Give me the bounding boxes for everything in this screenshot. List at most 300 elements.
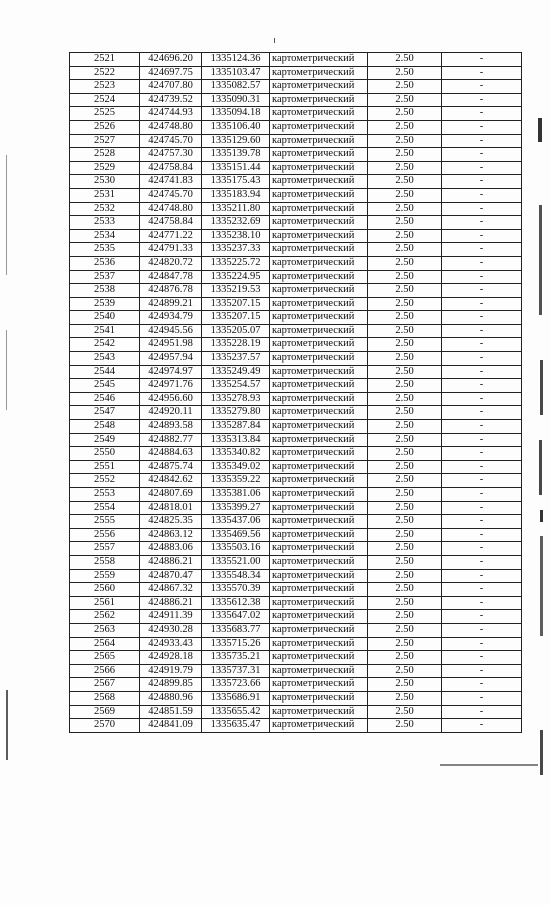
point-number-cell: 2526 — [70, 120, 140, 134]
accuracy-cell: 2.50 — [368, 528, 442, 542]
y-coordinate-cell: 1335238.10 — [202, 229, 270, 243]
table-body — [70, 53, 522, 733]
accuracy-cell: 2.50 — [368, 542, 442, 556]
table-row — [70, 637, 522, 651]
y-coordinate-cell: 1335437.06 — [202, 515, 270, 529]
accuracy-cell: 2.50 — [368, 623, 442, 637]
point-number-cell: 2538 — [70, 284, 140, 298]
table-row — [70, 623, 522, 637]
note-cell: - — [442, 528, 522, 542]
accuracy-cell: 2.50 — [368, 352, 442, 366]
method-cell: картометрический — [270, 175, 368, 189]
table-row — [70, 501, 522, 515]
y-coordinate-cell: 1335228.19 — [202, 338, 270, 352]
point-number-cell: 2531 — [70, 188, 140, 202]
x-coordinate-cell: 424956.60 — [140, 392, 202, 406]
point-number-cell: 2560 — [70, 583, 140, 597]
note-cell: - — [442, 284, 522, 298]
point-number-cell: 2566 — [70, 664, 140, 678]
x-coordinate-cell: 424825.35 — [140, 515, 202, 529]
note-cell: - — [442, 216, 522, 230]
x-coordinate-cell: 424758.84 — [140, 216, 202, 230]
table-row — [70, 297, 522, 311]
x-coordinate-cell: 424934.79 — [140, 311, 202, 325]
y-coordinate-cell: 1335237.57 — [202, 352, 270, 366]
y-coordinate-cell: 1335211.80 — [202, 202, 270, 216]
table-row — [70, 161, 522, 175]
point-number-cell: 2551 — [70, 460, 140, 474]
scan-tick-mark — [274, 38, 275, 43]
note-cell: - — [442, 406, 522, 420]
x-coordinate-cell: 424696.20 — [140, 53, 202, 67]
point-number-cell: 2562 — [70, 610, 140, 624]
note-cell: - — [442, 80, 522, 94]
y-coordinate-cell: 1335647.02 — [202, 610, 270, 624]
point-number-cell: 2556 — [70, 528, 140, 542]
accuracy-cell: 2.50 — [368, 324, 442, 338]
scan-edge-mark — [540, 360, 543, 415]
x-coordinate-cell: 424919.79 — [140, 664, 202, 678]
scan-edge-mark — [6, 330, 7, 410]
y-coordinate-cell: 1335612.38 — [202, 596, 270, 610]
method-cell: картометрический — [270, 610, 368, 624]
point-number-cell: 2563 — [70, 623, 140, 637]
x-coordinate-cell: 424807.69 — [140, 488, 202, 502]
point-number-cell: 2523 — [70, 80, 140, 94]
method-cell: картометрический — [270, 311, 368, 325]
method-cell: картометрический — [270, 80, 368, 94]
method-cell: картометрический — [270, 338, 368, 352]
note-cell: - — [442, 651, 522, 665]
x-coordinate-cell: 424870.47 — [140, 569, 202, 583]
table-row — [70, 324, 522, 338]
table-row — [70, 392, 522, 406]
x-coordinate-cell: 424957.94 — [140, 352, 202, 366]
method-cell: картометрический — [270, 324, 368, 338]
point-number-cell: 2544 — [70, 365, 140, 379]
accuracy-cell: 2.50 — [368, 216, 442, 230]
accuracy-cell: 2.50 — [368, 243, 442, 257]
y-coordinate-cell: 1335219.53 — [202, 284, 270, 298]
table-row — [70, 488, 522, 502]
method-cell: картометрический — [270, 637, 368, 651]
y-coordinate-cell: 1335723.66 — [202, 678, 270, 692]
point-number-cell: 2564 — [70, 637, 140, 651]
table-row — [70, 93, 522, 107]
note-cell: - — [442, 433, 522, 447]
note-cell: - — [442, 392, 522, 406]
x-coordinate-cell: 424758.84 — [140, 161, 202, 175]
y-coordinate-cell: 1335279.80 — [202, 406, 270, 420]
table-row — [70, 691, 522, 705]
point-number-cell: 2547 — [70, 406, 140, 420]
method-cell: картометрический — [270, 297, 368, 311]
x-coordinate-cell: 424884.63 — [140, 447, 202, 461]
point-number-cell: 2549 — [70, 433, 140, 447]
accuracy-cell: 2.50 — [368, 270, 442, 284]
accuracy-cell: 2.50 — [368, 202, 442, 216]
note-cell: - — [442, 447, 522, 461]
y-coordinate-cell: 1335349.02 — [202, 460, 270, 474]
coordinates-table — [69, 52, 522, 733]
note-cell: - — [442, 188, 522, 202]
point-number-cell: 2553 — [70, 488, 140, 502]
accuracy-cell: 2.50 — [368, 256, 442, 270]
note-cell: - — [442, 623, 522, 637]
point-number-cell: 2536 — [70, 256, 140, 270]
method-cell: картометрический — [270, 515, 368, 529]
accuracy-cell: 2.50 — [368, 447, 442, 461]
note-cell: - — [442, 488, 522, 502]
table-row — [70, 664, 522, 678]
method-cell: картометрический — [270, 420, 368, 434]
x-coordinate-cell: 424697.75 — [140, 66, 202, 80]
y-coordinate-cell: 1335129.60 — [202, 134, 270, 148]
table-row — [70, 555, 522, 569]
accuracy-cell: 2.50 — [368, 365, 442, 379]
x-coordinate-cell: 424951.98 — [140, 338, 202, 352]
method-cell: картометрический — [270, 474, 368, 488]
scan-edge-mark — [540, 510, 543, 522]
table-row — [70, 596, 522, 610]
method-cell: картометрический — [270, 678, 368, 692]
x-coordinate-cell: 424899.85 — [140, 678, 202, 692]
note-cell: - — [442, 637, 522, 651]
note-cell: - — [442, 297, 522, 311]
point-number-cell: 2530 — [70, 175, 140, 189]
method-cell: картометрический — [270, 528, 368, 542]
method-cell: картометрический — [270, 202, 368, 216]
accuracy-cell: 2.50 — [368, 678, 442, 692]
y-coordinate-cell: 1335224.95 — [202, 270, 270, 284]
table-row — [70, 651, 522, 665]
table-row — [70, 338, 522, 352]
method-cell: картометрический — [270, 596, 368, 610]
accuracy-cell: 2.50 — [368, 229, 442, 243]
accuracy-cell: 2.50 — [368, 311, 442, 325]
accuracy-cell: 2.50 — [368, 93, 442, 107]
table-row — [70, 610, 522, 624]
y-coordinate-cell: 1335103.47 — [202, 66, 270, 80]
note-cell: - — [442, 93, 522, 107]
table-row — [70, 420, 522, 434]
point-number-cell: 2539 — [70, 297, 140, 311]
y-coordinate-cell: 1335548.34 — [202, 569, 270, 583]
y-coordinate-cell: 1335655.42 — [202, 705, 270, 719]
note-cell: - — [442, 352, 522, 366]
point-number-cell: 2569 — [70, 705, 140, 719]
note-cell: - — [442, 705, 522, 719]
note-cell: - — [442, 379, 522, 393]
table-row — [70, 569, 522, 583]
x-coordinate-cell: 424886.21 — [140, 555, 202, 569]
table-row — [70, 284, 522, 298]
note-cell: - — [442, 175, 522, 189]
method-cell: картометрический — [270, 406, 368, 420]
table-row — [70, 243, 522, 257]
y-coordinate-cell: 1335106.40 — [202, 120, 270, 134]
accuracy-cell: 2.50 — [368, 66, 442, 80]
point-number-cell: 2550 — [70, 447, 140, 461]
accuracy-cell: 2.50 — [368, 691, 442, 705]
table-row — [70, 188, 522, 202]
point-number-cell: 2565 — [70, 651, 140, 665]
accuracy-cell: 2.50 — [368, 705, 442, 719]
point-number-cell: 2545 — [70, 379, 140, 393]
y-coordinate-cell: 1335139.78 — [202, 148, 270, 162]
y-coordinate-cell: 1335570.39 — [202, 583, 270, 597]
point-number-cell: 2546 — [70, 392, 140, 406]
point-number-cell: 2540 — [70, 311, 140, 325]
method-cell: картометрический — [270, 188, 368, 202]
note-cell: - — [442, 66, 522, 80]
point-number-cell: 2543 — [70, 352, 140, 366]
note-cell: - — [442, 555, 522, 569]
accuracy-cell: 2.50 — [368, 53, 442, 67]
y-coordinate-cell: 1335381.06 — [202, 488, 270, 502]
method-cell: картометрический — [270, 93, 368, 107]
method-cell: картометрический — [270, 256, 368, 270]
accuracy-cell: 2.50 — [368, 188, 442, 202]
method-cell: картометрический — [270, 691, 368, 705]
y-coordinate-cell: 1335313.84 — [202, 433, 270, 447]
accuracy-cell: 2.50 — [368, 284, 442, 298]
accuracy-cell: 2.50 — [368, 134, 442, 148]
accuracy-cell: 2.50 — [368, 406, 442, 420]
note-cell: - — [442, 474, 522, 488]
y-coordinate-cell: 1335151.44 — [202, 161, 270, 175]
scan-edge-mark — [538, 118, 542, 142]
y-coordinate-cell: 1335340.82 — [202, 447, 270, 461]
table-row — [70, 107, 522, 121]
y-coordinate-cell: 1335278.93 — [202, 392, 270, 406]
point-number-cell: 2552 — [70, 474, 140, 488]
table-row — [70, 583, 522, 597]
accuracy-cell: 2.50 — [368, 107, 442, 121]
x-coordinate-cell: 424876.78 — [140, 284, 202, 298]
table-row — [70, 542, 522, 556]
point-number-cell: 2537 — [70, 270, 140, 284]
accuracy-cell: 2.50 — [368, 555, 442, 569]
note-cell: - — [442, 120, 522, 134]
note-cell: - — [442, 134, 522, 148]
table-row — [70, 270, 522, 284]
accuracy-cell: 2.50 — [368, 515, 442, 529]
point-number-cell: 2558 — [70, 555, 140, 569]
table-row — [70, 120, 522, 134]
note-cell: - — [442, 460, 522, 474]
point-number-cell: 2561 — [70, 596, 140, 610]
note-cell: - — [442, 583, 522, 597]
note-cell: - — [442, 161, 522, 175]
note-cell: - — [442, 324, 522, 338]
note-cell: - — [442, 148, 522, 162]
table-row — [70, 53, 522, 67]
table-row — [70, 80, 522, 94]
point-number-cell: 2534 — [70, 229, 140, 243]
table-row — [70, 216, 522, 230]
table-row — [70, 719, 522, 733]
x-coordinate-cell: 424893.58 — [140, 420, 202, 434]
point-number-cell: 2541 — [70, 324, 140, 338]
table-row — [70, 460, 522, 474]
method-cell: картометрический — [270, 569, 368, 583]
scan-edge-mark — [6, 155, 7, 275]
x-coordinate-cell: 424847.78 — [140, 270, 202, 284]
x-coordinate-cell: 424745.70 — [140, 188, 202, 202]
x-coordinate-cell: 424899.21 — [140, 297, 202, 311]
note-cell: - — [442, 270, 522, 284]
y-coordinate-cell: 1335237.33 — [202, 243, 270, 257]
x-coordinate-cell: 424883.06 — [140, 542, 202, 556]
point-number-cell: 2557 — [70, 542, 140, 556]
table-row — [70, 705, 522, 719]
point-number-cell: 2568 — [70, 691, 140, 705]
note-cell: - — [442, 678, 522, 692]
x-coordinate-cell: 424971.76 — [140, 379, 202, 393]
point-number-cell: 2521 — [70, 53, 140, 67]
note-cell: - — [442, 202, 522, 216]
accuracy-cell: 2.50 — [368, 474, 442, 488]
accuracy-cell: 2.50 — [368, 460, 442, 474]
y-coordinate-cell: 1335683.77 — [202, 623, 270, 637]
note-cell: - — [442, 542, 522, 556]
method-cell: картометрический — [270, 623, 368, 637]
x-coordinate-cell: 424820.72 — [140, 256, 202, 270]
x-coordinate-cell: 424739.52 — [140, 93, 202, 107]
y-coordinate-cell: 1335359.22 — [202, 474, 270, 488]
note-cell: - — [442, 53, 522, 67]
method-cell: картометрический — [270, 542, 368, 556]
point-number-cell: 2559 — [70, 569, 140, 583]
point-number-cell: 2528 — [70, 148, 140, 162]
note-cell: - — [442, 515, 522, 529]
method-cell: картометрический — [270, 352, 368, 366]
method-cell: картометрический — [270, 501, 368, 515]
note-cell: - — [442, 229, 522, 243]
scan-edge-mark — [539, 205, 542, 315]
x-coordinate-cell: 424863.12 — [140, 528, 202, 542]
note-cell: - — [442, 420, 522, 434]
table-row — [70, 447, 522, 461]
accuracy-cell: 2.50 — [368, 379, 442, 393]
x-coordinate-cell: 424842.62 — [140, 474, 202, 488]
y-coordinate-cell: 1335503.16 — [202, 542, 270, 556]
note-cell: - — [442, 107, 522, 121]
note-cell: - — [442, 596, 522, 610]
method-cell: картометрический — [270, 66, 368, 80]
table-row — [70, 229, 522, 243]
accuracy-cell: 2.50 — [368, 80, 442, 94]
note-cell: - — [442, 719, 522, 733]
table-row — [70, 433, 522, 447]
note-cell: - — [442, 243, 522, 257]
accuracy-cell: 2.50 — [368, 420, 442, 434]
method-cell: картометрический — [270, 433, 368, 447]
method-cell: картометрический — [270, 447, 368, 461]
y-coordinate-cell: 1335735.21 — [202, 651, 270, 665]
y-coordinate-cell: 1335686.91 — [202, 691, 270, 705]
accuracy-cell: 2.50 — [368, 583, 442, 597]
x-coordinate-cell: 424933.43 — [140, 637, 202, 651]
y-coordinate-cell: 1335183.94 — [202, 188, 270, 202]
accuracy-cell: 2.50 — [368, 610, 442, 624]
x-coordinate-cell: 424741.83 — [140, 175, 202, 189]
note-cell: - — [442, 338, 522, 352]
y-coordinate-cell: 1335082.57 — [202, 80, 270, 94]
x-coordinate-cell: 424757.30 — [140, 148, 202, 162]
method-cell: картометрический — [270, 229, 368, 243]
table-row — [70, 678, 522, 692]
y-coordinate-cell: 1335124.36 — [202, 53, 270, 67]
x-coordinate-cell: 424867.32 — [140, 583, 202, 597]
x-coordinate-cell: 424974.97 — [140, 365, 202, 379]
method-cell: картометрический — [270, 365, 368, 379]
point-number-cell: 2548 — [70, 420, 140, 434]
point-number-cell: 2542 — [70, 338, 140, 352]
accuracy-cell: 2.50 — [368, 161, 442, 175]
y-coordinate-cell: 1335287.84 — [202, 420, 270, 434]
accuracy-cell: 2.50 — [368, 651, 442, 665]
accuracy-cell: 2.50 — [368, 297, 442, 311]
point-number-cell: 2529 — [70, 161, 140, 175]
x-coordinate-cell: 424707.80 — [140, 80, 202, 94]
method-cell: картометрический — [270, 705, 368, 719]
method-cell: картометрический — [270, 107, 368, 121]
accuracy-cell: 2.50 — [368, 488, 442, 502]
x-coordinate-cell: 424818.01 — [140, 501, 202, 515]
x-coordinate-cell: 424886.21 — [140, 596, 202, 610]
method-cell: картометрический — [270, 270, 368, 284]
method-cell: картометрический — [270, 651, 368, 665]
x-coordinate-cell: 424930.28 — [140, 623, 202, 637]
method-cell: картометрический — [270, 161, 368, 175]
method-cell: картометрический — [270, 243, 368, 257]
note-cell: - — [442, 664, 522, 678]
table-row — [70, 528, 522, 542]
accuracy-cell: 2.50 — [368, 120, 442, 134]
table-row — [70, 379, 522, 393]
y-coordinate-cell: 1335469.56 — [202, 528, 270, 542]
accuracy-cell: 2.50 — [368, 664, 442, 678]
note-cell: - — [442, 691, 522, 705]
note-cell: - — [442, 311, 522, 325]
x-coordinate-cell: 424911.39 — [140, 610, 202, 624]
method-cell: картометрический — [270, 216, 368, 230]
x-coordinate-cell: 424771.22 — [140, 229, 202, 243]
point-number-cell: 2522 — [70, 66, 140, 80]
point-number-cell: 2525 — [70, 107, 140, 121]
scan-edge-mark — [540, 730, 543, 775]
x-coordinate-cell: 424920.11 — [140, 406, 202, 420]
y-coordinate-cell: 1335715.26 — [202, 637, 270, 651]
accuracy-cell: 2.50 — [368, 637, 442, 651]
method-cell: картометрический — [270, 134, 368, 148]
x-coordinate-cell: 424841.09 — [140, 719, 202, 733]
table-row — [70, 134, 522, 148]
x-coordinate-cell: 424875.74 — [140, 460, 202, 474]
accuracy-cell: 2.50 — [368, 338, 442, 352]
table-row — [70, 365, 522, 379]
y-coordinate-cell: 1335254.57 — [202, 379, 270, 393]
point-number-cell: 2567 — [70, 678, 140, 692]
y-coordinate-cell: 1335635.47 — [202, 719, 270, 733]
method-cell: картометрический — [270, 664, 368, 678]
point-number-cell: 2524 — [70, 93, 140, 107]
x-coordinate-cell: 424748.80 — [140, 202, 202, 216]
x-coordinate-cell: 424791.33 — [140, 243, 202, 257]
note-cell: - — [442, 256, 522, 270]
